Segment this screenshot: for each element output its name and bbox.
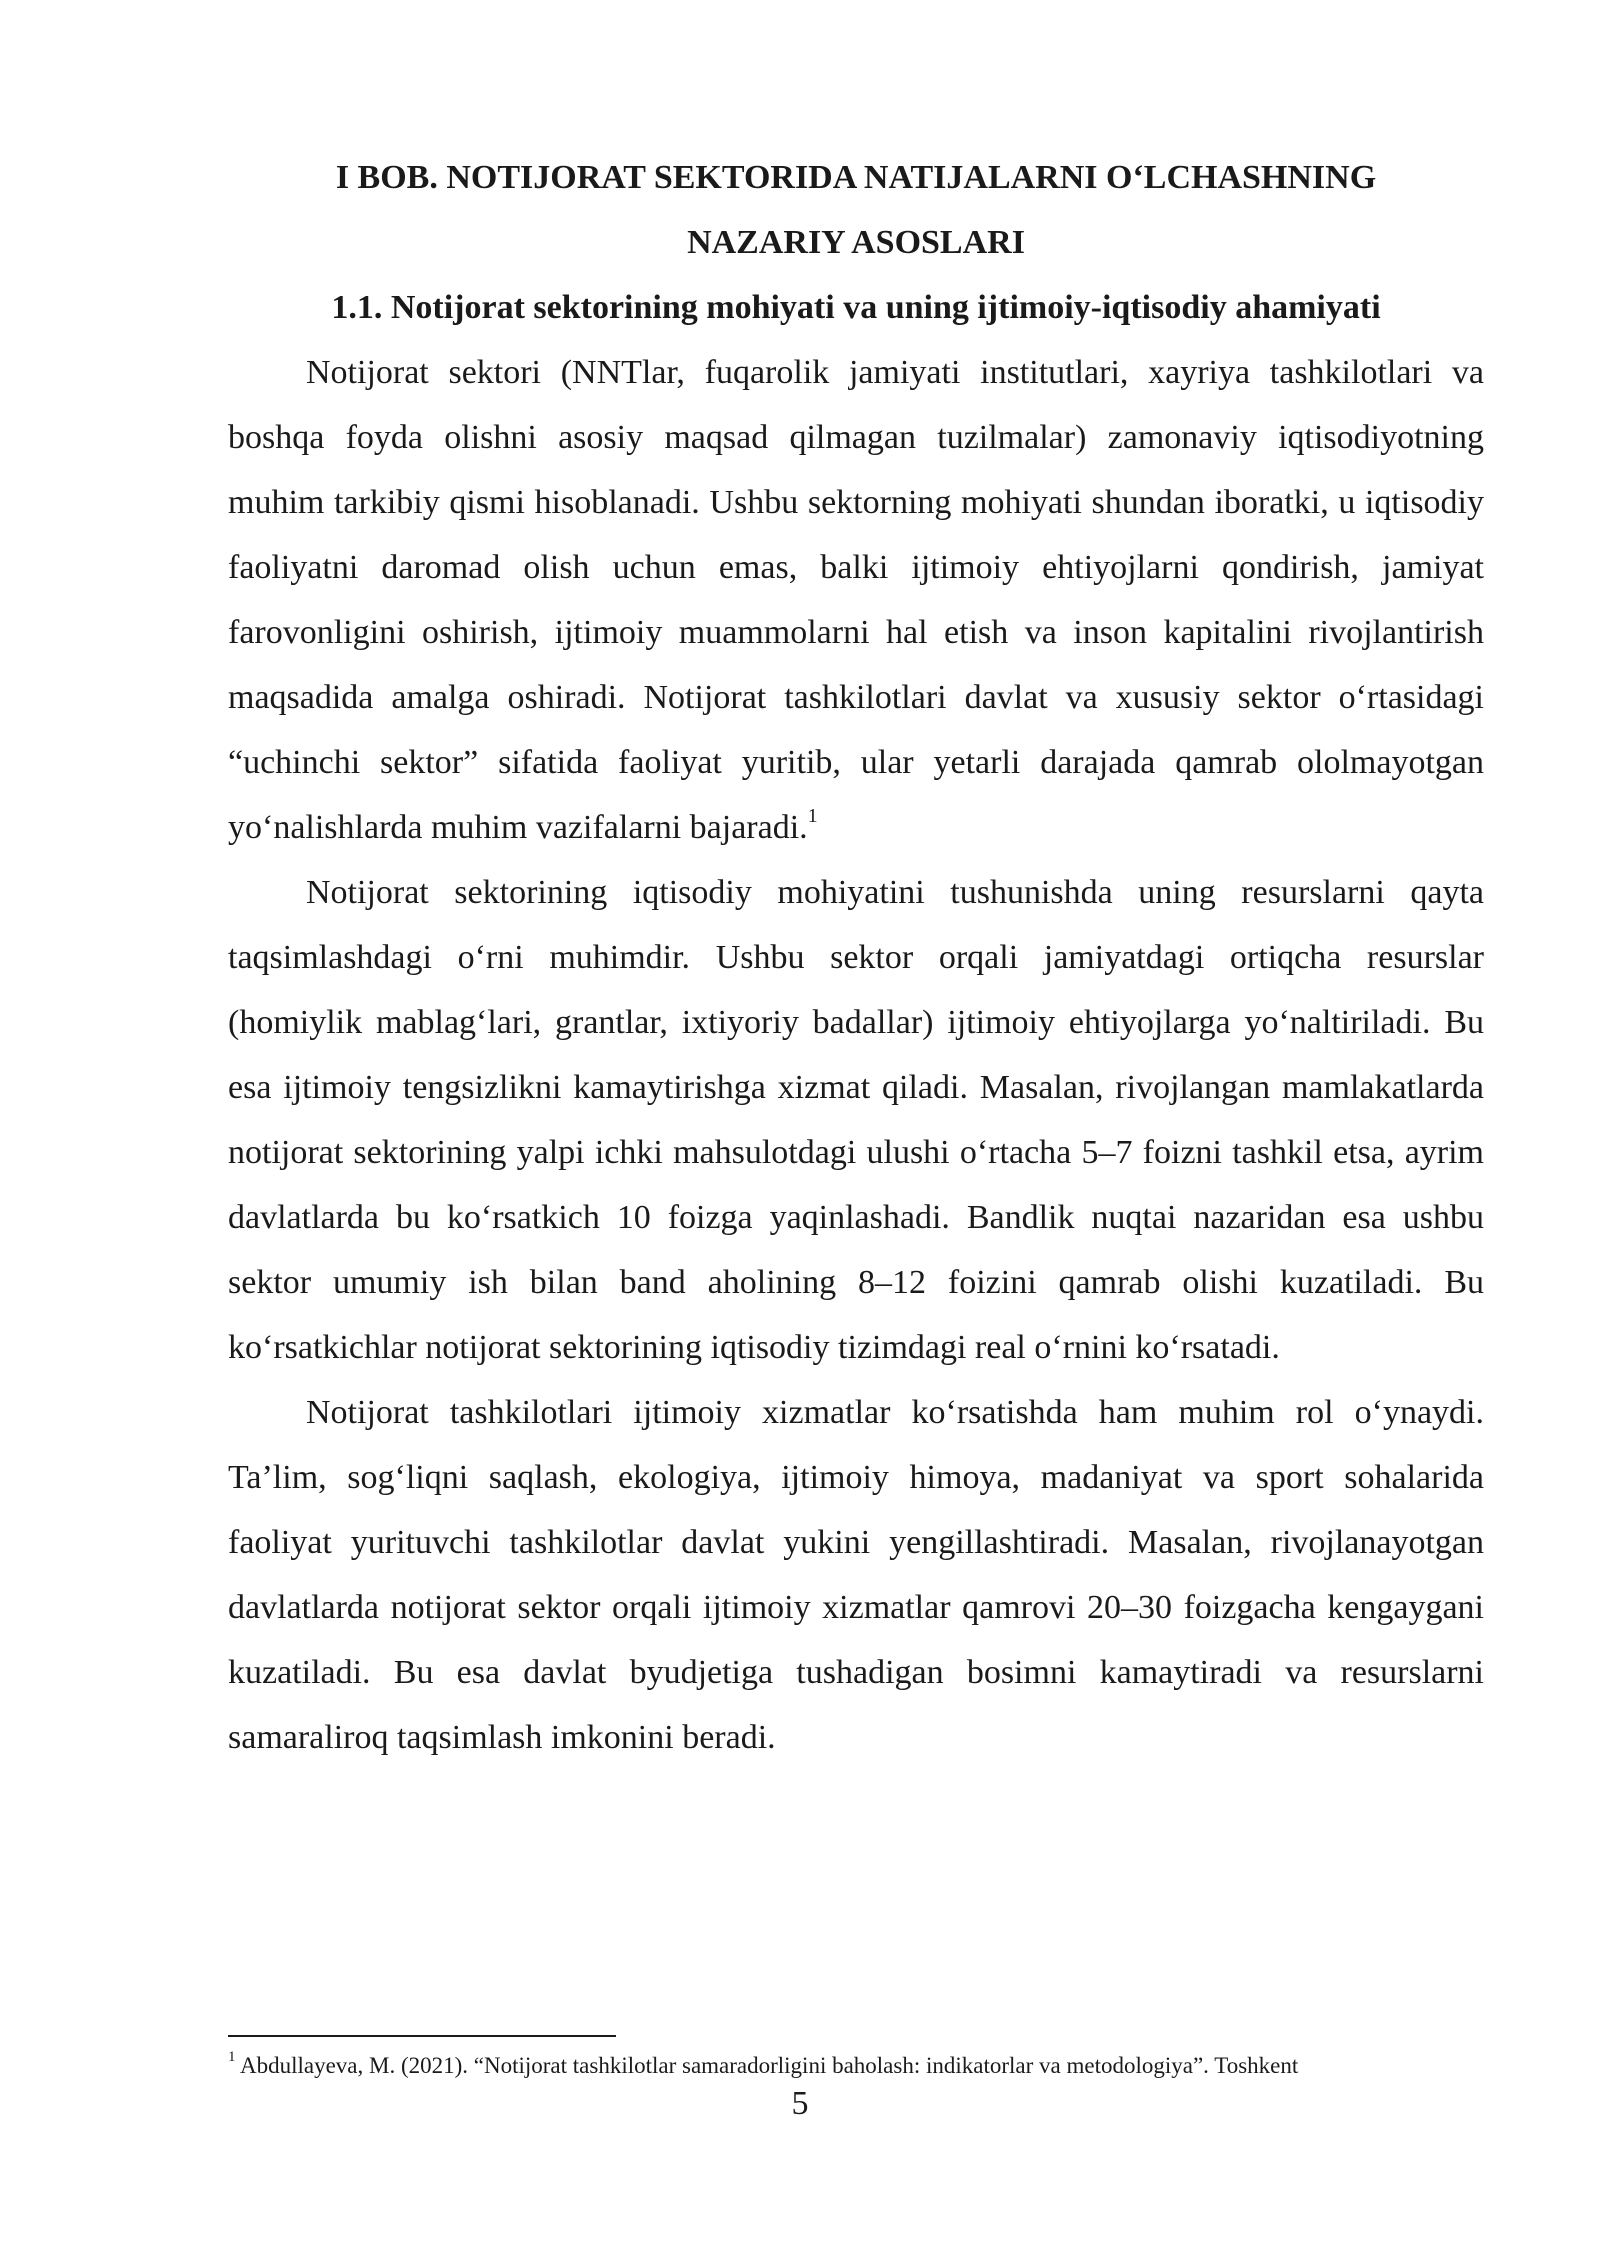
footnote-reference[interactable]: 1: [807, 804, 818, 827]
paragraph-3: Notijorat tashkilotlari ijtimoiy xizmatlar ko‘rsatishda ham muhim rol o‘ynaydi. Ta’lim, sog‘liqni saqlash, ekologiya, ijtimoiy himoya, madaniyat va sport sohalarida faoliyat yurituvchi tashkilotlar davlat yukini yengillashtiradi. Masalan, rivojlanayotgan davlatlarda notijorat sektor orqali ijtimoiy xizmatlar qamrovi 20–30 foizgacha kengaygani kuzatiladi. Bu esa davlat byudjetiga tushadigan bosimni kamaytiradi va resurslarni samaraliroq taqsimlash imkonini beradi.: [228, 1394, 1484, 1756]
footnote-number: 1: [228, 2049, 236, 2066]
footnote-separator: [228, 2035, 616, 2037]
chapter-title-line-2: NAZARIY ASOSLARI: [687, 224, 1025, 261]
section-title: 1.1. Notijorat sektorining mohiyati va uning ijtimoiy-iqtisodiy ahamiyati: [331, 289, 1381, 326]
paragraph-2: Notijorat sektorining iqtisodiy mohiyatini tushunishda uning resurslarni qayta taqsimlashdagi o‘rni muhimdir. Ushbu sektor orqali jamiyatdagi ortiqcha resurslar (homiylik mablag‘lari, grantlar, ixtiyoriy badallar) ijtimoiy ehtiyojlarga yo‘naltiriladi. Bu esa ijtimoiy tengsizlikni kamaytirishga xizmat qiladi. Masalan, rivojlangan mamlakatlarda notijorat sektorining yalpi ichki mahsulotdagi ulushi o‘rtacha 5–7 foizni tashkil etsa, ayrim davlatlarda bu ko‘rsatkich 10 foizga yaqinlashadi. Bandlik nuqtai nazaridan esa ushbu sektor umumiy ish bilan band aholining 8–12 foizini qamrab olishi kuzatiladi. Bu ko‘rsatkichlar notijorat sektorining iqtisodiy tizimdagi real o‘rnini ko‘rsatadi.: [228, 874, 1484, 1366]
page-body: [228, 145, 1484, 1770]
paragraph-1-text: Notijorat sektori (NNTlar, fuqarolik jamiyati institutlari, xayriya tashkilotlari va boshqa foyda olishni asosiy maqsad qilmagan tuzilmalar) zamonaviy iqtisodiyotning muhim tarkibiy qismi hisoblanadi. Ushbu sektorning mohiyati shundan iboratki, u iqtisodiy faoliyatni daromad olish uchun emas, balki ijtimoiy ehtiyojlarni qondirish, jamiyat farovonligini oshirish, ijtimoiy muammolarni hal etish va inson kapitalini rivojlantirish maqsadida amalga oshiradi. Notijorat tashkilotlari davlat va xususiy sektor o‘rtasidagi “uchinchi sektor” sifatida faoliyat yuritib, ular yetarli darajada qamrab ololmayotgan yo‘nalishlarda muhim vazifalarni bajaradi.: [228, 354, 1484, 846]
footnote: [228, 2050, 1488, 2082]
footnote-text: Abdullayeva, M. (2021). “Notijorat tashkilotlar samaradorligini baholash: indikatorlar va metodologiya”. Toshkent: [239, 2053, 1299, 2078]
chapter-title-line-1: I BOB. NOTIJORAT SEKTORIDA NATIJALARNI O‘LCHASHNING: [335, 159, 1377, 196]
paragraph-1: [228, 340, 1484, 860]
chapter-title: [228, 145, 1484, 275]
page-number: 5: [791, 2085, 809, 2122]
